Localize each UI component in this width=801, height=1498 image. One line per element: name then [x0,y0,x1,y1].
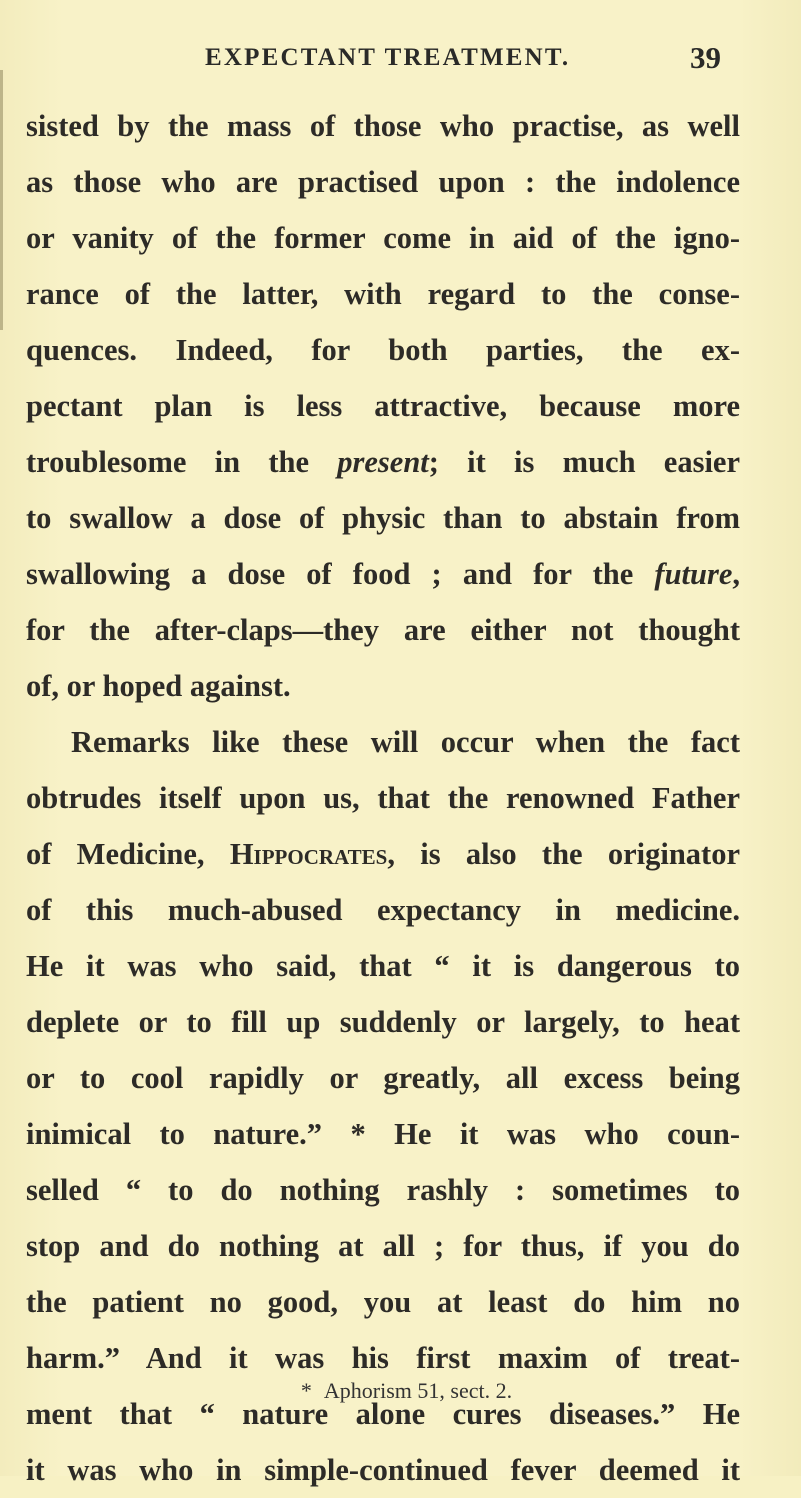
small-caps-name: Hippocrates [229,837,388,871]
text-line: sisted by the mass of those who practise, as well [26,109,740,143]
text-line: rance of the latter, with regard to the conse- [26,277,740,311]
text-line: of, or hoped against. [26,669,291,703]
text-segment: of Medicine, [26,837,205,871]
text-line: for the after-claps—they are either not thought [26,613,740,647]
text-line: it was who in simple-continued fever deemed it [26,1453,740,1487]
text-segment: , [732,557,740,591]
text-line: as those who are practised upon : the indolence [26,165,740,199]
text-line: the patient no good, you at least do him no [26,1285,740,1319]
text-segment: troublesome in the [26,445,309,479]
footnote-text: Aphorism 51, sect. 2. [323,1378,513,1403]
page-edge-shadow [0,70,3,330]
text-line: harm.” And it was his first maxim of treat- [26,1341,740,1375]
italic-word: future [654,557,733,591]
text-segment: ; it is much easier [428,445,740,479]
text-line: quences. Indeed, for both parties, the ex- [26,333,740,367]
text-line: He it was who said, that “ it is dangerous to [26,949,740,983]
text-line: pectant plan is less attractive, because more [26,389,740,423]
text-line [26,546,740,602]
text-line: selled “ to do nothing rashly : sometimes to [26,1173,740,1207]
text-line: of this much-abused expectancy in medicine. [26,893,740,927]
text-line: Remarks like these will occur when the fact [71,725,740,759]
text-line [26,826,740,882]
text-line: or to cool rapidly or greatly, all excess being [26,1061,740,1095]
page-number: 39 [690,40,721,75]
page-header [0,36,801,82]
text-line: ment that “ nature alone cures diseases.” He [26,1397,740,1431]
text-line [26,434,740,490]
text-segment: , is also the originator [387,837,740,871]
text-line: inimical to nature.” * He it was who coun- [26,1117,740,1151]
running-head: EXPECTANT TREATMENT. [205,44,571,71]
text-line: to swallow a dose of physic than to abstain from [26,501,740,535]
text-segment: swallowing a dose of food ; and for the [26,557,634,591]
footnote-marker: * [300,1378,312,1403]
body-text [26,98,740,1498]
footnote [0,1378,801,1404]
italic-word: present [337,445,429,479]
text-line: or vanity of the former come in aid of the igno- [26,221,740,255]
text-line: obtrudes itself upon us, that the renowned Father [26,781,740,815]
text-line: stop and do nothing at all ; for thus, if you do [26,1229,740,1263]
text-line: deplete or to fill up suddenly or largely, to heat [26,1005,740,1039]
